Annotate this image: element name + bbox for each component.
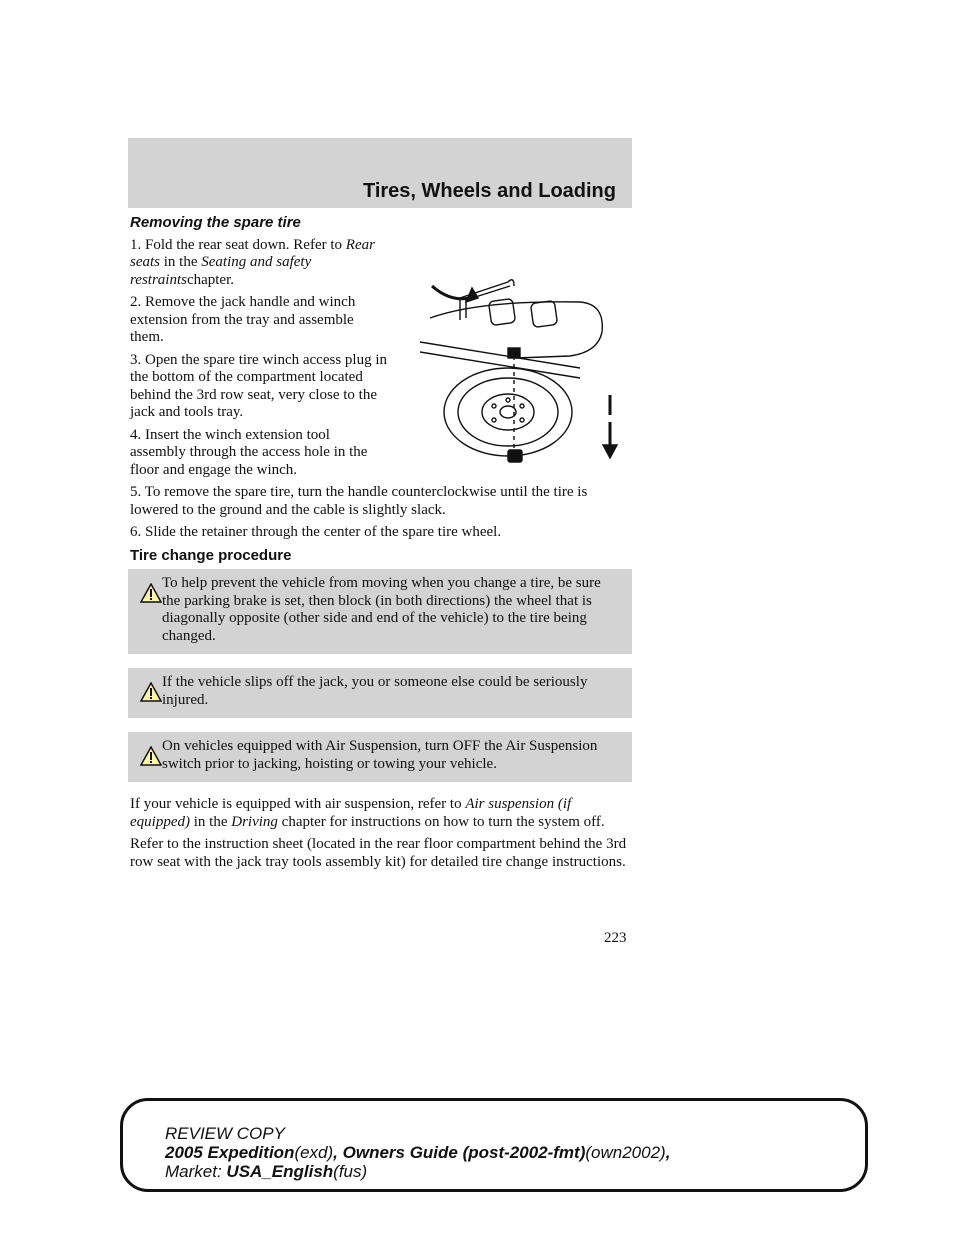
chapter-title: Tires, Wheels and Loading xyxy=(362,180,616,202)
footer-line-2 xyxy=(165,1143,670,1162)
footer-model: 2005 Expedition xyxy=(165,1143,295,1162)
footer-line-3 xyxy=(165,1162,670,1181)
para1-rest: chapter for instructions on how to turn the system off. xyxy=(281,813,605,830)
step-1 xyxy=(130,237,388,290)
footer-model-code: (exd) xyxy=(294,1143,334,1162)
step-1-ref-rear-seats: Rear seats xyxy=(130,236,375,270)
section-heading-removing-spare: Removing the spare tire xyxy=(130,214,301,231)
page-content xyxy=(130,214,632,876)
warning-triangle-icon xyxy=(140,583,162,603)
warning-triangle-icon xyxy=(140,682,162,702)
warning-box-air-suspension xyxy=(128,732,632,782)
instruction-sheet-paragraph: Refer to the instruction sheet (located in the rear floor compartment behind the 3rd row seat with the jack tray tools assembly kit) for detailed tire change instructions. xyxy=(130,836,627,870)
air-suspension-paragraph xyxy=(130,796,632,831)
warning-triangle-icon xyxy=(140,746,162,766)
para1-ref-driving: Driving xyxy=(231,813,278,830)
warning-text-2: If the vehicle slips off the jack, you or someone else could be seriously injured. xyxy=(162,674,588,708)
step-4: 4. Insert the winch extension tool assembly through the access hole in the floor and engage the winch. xyxy=(130,426,368,478)
step-1-text: 1. Fold the rear seat down. Refer to xyxy=(130,236,343,253)
footer-line-1: REVIEW COPY xyxy=(165,1124,285,1143)
section-heading-tire-change: Tire change procedure xyxy=(130,546,292,564)
chapter-header xyxy=(128,138,632,208)
step-1-ref-chapter: Seating and safety restraints xyxy=(130,254,312,288)
footer-guide: , Owners Guide (post-2002-fmt) xyxy=(333,1143,586,1162)
warning-text-1: To help prevent the vehicle from moving when you change a tire, be sure the parking brake is set, then block (in both directions) the wheel that is diagonally opposite (other side and end of the vehicle) to the tire being changed. xyxy=(162,575,601,644)
para1-ref-air-suspension: Air suspension (if equipped) xyxy=(130,796,572,830)
footer-comma: , xyxy=(665,1143,671,1162)
para1-text: If your vehicle is equipped with air suspension, refer to xyxy=(130,796,462,812)
footer-market-label: Market: xyxy=(165,1162,222,1181)
page-number: 223 xyxy=(604,930,627,946)
step-1-chapter-word: chapter. xyxy=(186,271,235,288)
step-1-in-the: in the xyxy=(163,254,198,270)
warning-text-3: On vehicles equipped with Air Suspension, turn OFF the Air Suspension switch prior to jacking, hoisting or towing your vehicle. xyxy=(162,738,598,772)
step-6: 6. Slide the retainer through the center of the spare tire wheel. xyxy=(130,524,502,540)
para1-in-the: in the xyxy=(193,813,228,830)
footer-market: USA_English xyxy=(226,1162,334,1181)
review-copy-footer xyxy=(165,1124,670,1181)
warning-box-parking-brake xyxy=(128,569,632,654)
step-3: 3. Open the spare tire winch access plug in the bottom of the compartment located behind the 3rd row seat, very close to the jack and tools tray. xyxy=(130,351,387,420)
step-5: 5. To remove the spare tire, turn the handle counterclockwise until the tire is lowered to the ground and the cable is slightly slack. xyxy=(130,484,588,518)
footer-guide-code: (own2002) xyxy=(585,1143,666,1162)
footer-market-code: (fus) xyxy=(333,1162,368,1181)
warning-box-jack xyxy=(128,668,632,718)
step-2: 2. Remove the jack handle and winch extension from the tray and assemble them. xyxy=(130,294,356,345)
